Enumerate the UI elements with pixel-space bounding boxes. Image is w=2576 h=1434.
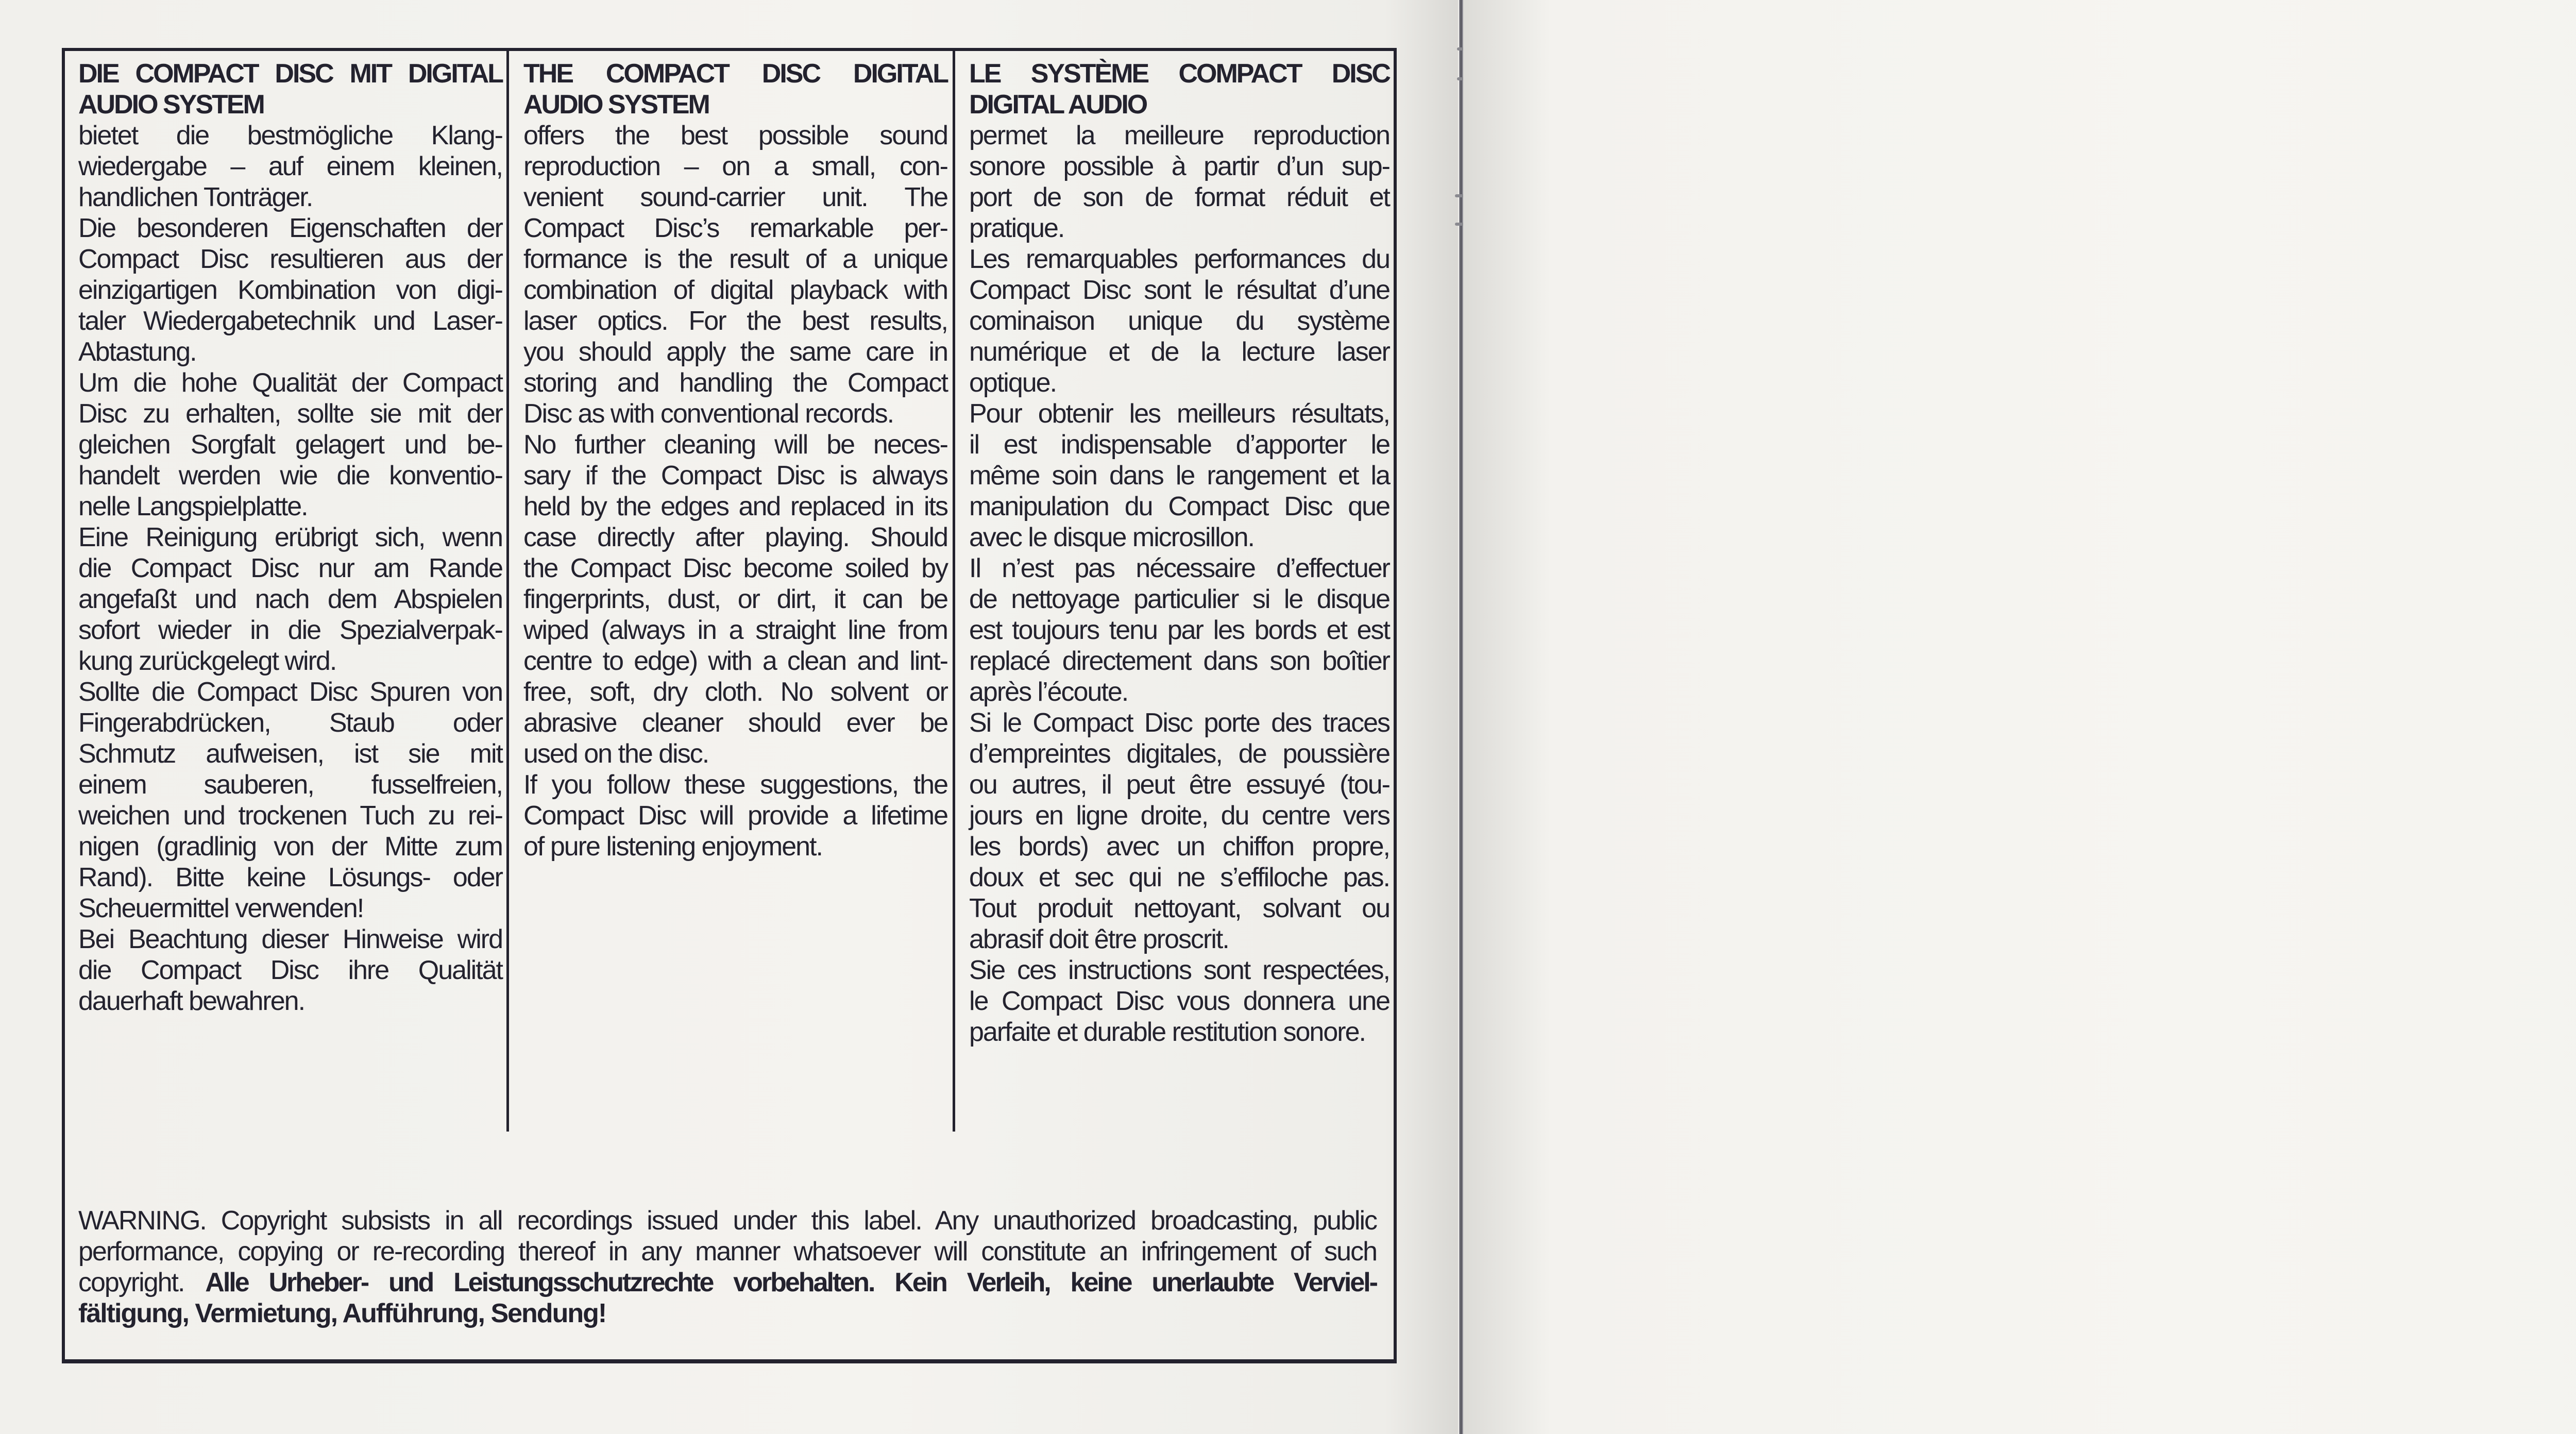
- body-text-line: Compact Disc sont le résultat d’une: [969, 275, 1389, 305]
- body-text-line: Disc zu erhalten, sollte sie mit der: [78, 399, 502, 429]
- body-text-line: nigen (gradlinig von der Mitte zum: [78, 832, 502, 862]
- body-text-line: taler Wiedergabetechnik und Laser-: [78, 306, 502, 336]
- body-text-line: venient sound-carrier unit. The: [523, 182, 947, 212]
- body-text-line: Compact Disc will provide a lifetime: [523, 801, 947, 831]
- column-heading-line: AUDIO SYSTEM: [78, 90, 264, 120]
- body-text-line: you should apply the same care in: [523, 337, 947, 367]
- body-text-line: reproduction – on a small, con-: [523, 151, 947, 181]
- column-divider: [506, 51, 509, 1132]
- body-text-line: held by the edges and replaced in its: [523, 492, 947, 521]
- body-text-line: manipulation du Compact Disc que: [969, 492, 1389, 521]
- body-text-line: le Compact Disc vous donnera une: [969, 986, 1389, 1016]
- body-text-line: Fingerabdrücken, Staub oder: [78, 708, 502, 738]
- body-text-line: sary if the Compact Disc is always: [523, 461, 947, 491]
- copyright-warning: [78, 1205, 1377, 1329]
- body-text-line: Il n’est pas nécessaire d’effectuer: [969, 553, 1389, 583]
- body-text-line: combination of digital playback with: [523, 275, 947, 305]
- body-text-line: wiped (always in a straight line from: [523, 615, 947, 645]
- body-text-line: einzigartigen Kombination von digi-: [78, 275, 502, 305]
- column-heading-line: AUDIO SYSTEM: [523, 90, 709, 120]
- body-text-line: die Compact Disc nur am Rande: [78, 553, 502, 583]
- body-text-line: If you follow these suggestions, the: [523, 770, 947, 800]
- body-text-line: die Compact Disc ihre Qualität: [78, 955, 502, 985]
- column-heading-line: THE COMPACT DISC DIGITAL: [523, 59, 947, 89]
- body-text-line: les bords) avec un chiffon propre,: [969, 832, 1389, 862]
- body-text-line: formance is the result of a unique: [523, 244, 947, 274]
- body-text-line: d’empreintes digitales, de poussière: [969, 739, 1389, 769]
- booklet-spine: [1459, 0, 1463, 1434]
- body-text-line: Tout produit nettoyant, solvant ou: [969, 893, 1389, 923]
- body-text-line: sonore possible à partir d’un sup-: [969, 151, 1389, 181]
- body-text-line: est toujours tenu par les bords et est: [969, 615, 1389, 645]
- warning-bold-text: Alle Urheber- und Leistungsschutzrechte vorbehalten. Kein Verleih, keine unerlaubte Verviel-: [205, 1268, 1377, 1297]
- body-text-line: the Compact Disc become soiled by: [523, 553, 947, 583]
- body-text-line: Les remarquables performances du: [969, 244, 1389, 274]
- column-divider: [953, 51, 955, 1132]
- body-text-line: il est indispensable d’apporter le: [969, 430, 1389, 460]
- body-text-line: nelle Langspielplatte.: [78, 492, 308, 521]
- warning-regular-text: copyright.: [78, 1268, 206, 1297]
- body-text-line: handelt werden wie die konventio-: [78, 461, 502, 491]
- body-text-line: centre to edge) with a clean and lint-: [523, 646, 947, 676]
- body-text-line: einem sauberen, fusselfreien,: [78, 770, 502, 800]
- body-text-line: bietet die bestmögliche Klang-: [78, 121, 502, 150]
- body-text-line: fingerprints, dust, or dirt, it can be: [523, 584, 947, 614]
- body-text-line: abrasif doit être proscrit.: [969, 924, 1229, 954]
- body-text-line: numérique et de la lecture laser: [969, 337, 1389, 367]
- body-text-line: Disc as with conventional records.: [523, 399, 894, 429]
- column-german: [78, 58, 502, 1017]
- column-heading-line: LE SYSTÈME COMPACT DISC: [969, 59, 1389, 89]
- body-text-line: angefaßt und nach dem Abspielen: [78, 584, 502, 614]
- body-text-line: offers the best possible sound: [523, 121, 947, 150]
- body-text-line: pratique.: [969, 213, 1064, 243]
- body-text-line: used on the disc.: [523, 739, 709, 769]
- body-text-line: storing and handling the Compact: [523, 368, 947, 398]
- column-english: [523, 58, 947, 862]
- body-text-line: avec le disque microsillon.: [969, 522, 1254, 552]
- body-text-line: Compact Disc resultieren aus der: [78, 244, 502, 274]
- body-text-line: Abtastung.: [78, 337, 196, 367]
- body-text-line: case directly after playing. Should: [523, 522, 947, 552]
- body-text-line: même soin dans le rangement et la: [969, 461, 1389, 491]
- body-text-line: Sollte die Compact Disc Spuren von: [78, 677, 502, 707]
- body-text-line: Compact Disc’s remarkable per-: [523, 213, 947, 243]
- body-text-line: free, soft, dry cloth. No solvent or: [523, 677, 947, 707]
- body-text-line: parfaite et durable restitution sonore.: [969, 1017, 1365, 1047]
- body-text-line: No further cleaning will be neces-: [523, 430, 947, 460]
- body-text-line: gleichen Sorgfalt gelagert und be-: [78, 430, 502, 460]
- body-text-line: of pure listening enjoyment.: [523, 832, 822, 862]
- body-text-line: Rand). Bitte keine Lösungs- oder: [78, 863, 502, 892]
- body-text-line: permet la meilleure reproduction: [969, 121, 1389, 150]
- body-text-line: port de son de format réduit et: [969, 182, 1389, 212]
- right-page-blank: [1463, 0, 2576, 1434]
- body-text-line: Schmutz aufweisen, ist sie mit: [78, 739, 502, 769]
- warning-line: performance, copying or re-recording thereof in any manner whatsoever will constitute an infringement of such: [78, 1237, 1377, 1267]
- body-text-line: Bei Beachtung dieser Hinweise wird: [78, 924, 502, 954]
- body-text-line: wiedergabe – auf einem kleinen,: [78, 151, 502, 181]
- body-text-line: kung zurückgelegt wird.: [78, 646, 336, 676]
- body-text-line: de nettoyage particulier si le disque: [969, 584, 1389, 614]
- column-french: [969, 58, 1389, 1048]
- body-text-line: Eine Reinigung erübrigt sich, wenn: [78, 522, 502, 552]
- body-text-line: jours en ligne droite, du centre vers: [969, 801, 1389, 831]
- body-text-line: Um die hohe Qualität der Compact: [78, 368, 502, 398]
- warning-line: [78, 1267, 1377, 1298]
- body-text-line: replacé directement dans son boîtier: [969, 646, 1389, 676]
- body-text-line: handlichen Tonträger.: [78, 182, 313, 212]
- body-text-line: Si le Compact Disc porte des traces: [969, 708, 1389, 738]
- body-text-line: doux et sec qui ne s’effiloche pas.: [969, 863, 1389, 892]
- body-text-line: laser optics. For the best results,: [523, 306, 947, 336]
- body-text-line: Pour obtenir les meilleurs résultats,: [969, 399, 1389, 429]
- body-text-line: weichen und trockenen Tuch zu rei-: [78, 801, 502, 831]
- body-text-line: cominaison unique du système: [969, 306, 1389, 336]
- body-text-line: abrasive cleaner should ever be: [523, 708, 947, 738]
- column-heading-line: DIE COMPACT DISC MIT DIGITAL: [78, 59, 502, 89]
- instruction-box: [62, 48, 1397, 1363]
- body-text-line: sofort wieder in die Spezialverpak-: [78, 615, 502, 645]
- body-text-line: ou autres, il peut être essuyé (tou-: [969, 770, 1389, 800]
- column-heading-line: DIGITAL AUDIO: [969, 90, 1147, 120]
- body-text-line: après l’écoute.: [969, 677, 1128, 707]
- body-text-line: dauerhaft bewahren.: [78, 986, 305, 1016]
- body-text-line: Scheuermittel verwenden!: [78, 893, 364, 923]
- warning-bold-line: fältigung, Vermietung, Aufführung, Sendung!: [78, 1298, 606, 1328]
- body-text-line: Sie ces instructions sont respectées,: [969, 955, 1389, 985]
- body-text-line: Die besonderen Eigenschaften der: [78, 213, 502, 243]
- warning-line: WARNING. Copyright subsists in all recordings issued under this label. Any unauthorized broadcasting, public: [78, 1206, 1377, 1236]
- body-text-line: optique.: [969, 368, 1057, 398]
